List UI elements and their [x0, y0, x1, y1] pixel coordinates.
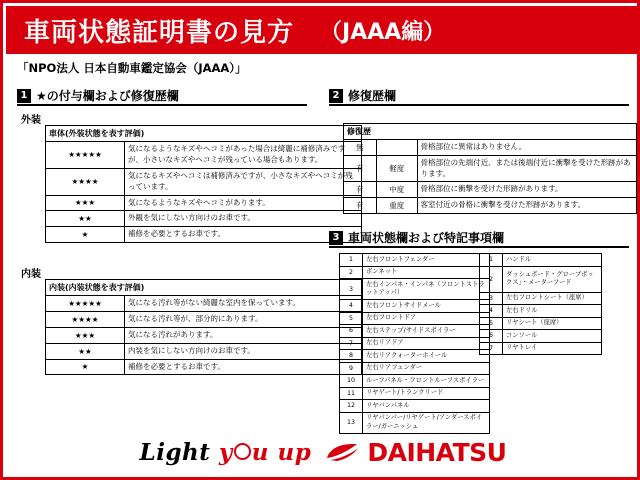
page-subtitle: （JAAA編） [320, 19, 446, 45]
part-number: 8 [340, 350, 363, 363]
table-row [344, 124, 637, 140]
part-number: 4 [340, 300, 363, 313]
list-item [340, 254, 490, 267]
tagline-light: Light [139, 438, 211, 466]
part-name: リヤトレイ [503, 342, 602, 355]
repair-desc: 骨格部位の先端付近、または後端付近に衝撃を受けた形跡があります。 [417, 156, 636, 182]
exterior-stars: ★★★★★ [46, 142, 125, 169]
interior-table [45, 279, 362, 375]
document-header [6, 6, 640, 54]
interior-stars: ★★★★★ [46, 296, 125, 312]
part-name: ボンネット [363, 266, 490, 279]
table-row [344, 156, 637, 182]
section-2-heading [329, 87, 629, 106]
table-row [46, 296, 362, 312]
document-note: 「NPO法人 日本自動車鑑定協会（JAAA）」 [17, 61, 247, 75]
list-item [480, 292, 602, 305]
list-item [480, 330, 602, 343]
repair-mark: 無 [344, 140, 377, 156]
section-3-number: 3 [329, 231, 343, 245]
repair-mark: 有 [344, 198, 377, 214]
part-number: 11 [340, 387, 363, 400]
exterior-desc: 気になるようなキズやヘコミがあった場合は綺麗に補修済みですが、小さいなキズやヘコミが残っている場合もあります。 [125, 142, 362, 169]
interior-stars: ★★★ [46, 327, 125, 343]
list-item [480, 342, 602, 355]
list-item [340, 325, 490, 338]
repair-grade: 重度 [376, 198, 417, 214]
part-name: 左右リアフェンダー [363, 362, 490, 375]
repair-desc: 客室付近の骨格に衝撃を受けた形跡があります。 [417, 198, 636, 214]
exterior-table-header: 車体(外装状態を表す評価) [46, 126, 362, 142]
page-title: 車両状態証明書の見方 [24, 17, 295, 48]
part-name: 左右フロントシート（座席） [503, 292, 602, 305]
table-row [46, 168, 362, 195]
list-item [480, 305, 602, 318]
repair-desc: 骨格部位に衝撃を受けた形跡があります。 [417, 182, 636, 198]
section-1-heading [17, 87, 307, 106]
repair-grade: 中度 [376, 182, 417, 198]
part-number: 2 [480, 266, 503, 292]
tagline-u: u [251, 438, 270, 466]
brand-name: DAIHATSU [367, 437, 507, 467]
exterior-desc: 気になるキズやヘコミは補修済みですが、小さなキズやヘコミが残っています。 [125, 168, 362, 195]
part-name: 左右ドリル [503, 305, 602, 318]
part-number: 1 [340, 254, 363, 267]
list-item [340, 337, 490, 350]
part-name: 左右リアクォーターホイール [363, 350, 490, 363]
part-number: 3 [480, 292, 503, 305]
repair-grade [376, 140, 417, 156]
part-number: 2 [340, 266, 363, 279]
part-name: コンソール [503, 330, 602, 343]
part-name: リヤシート（座席） [503, 317, 602, 330]
section-3-heading [329, 229, 629, 248]
brand-logo [325, 438, 506, 467]
interior-group-label: 内装 [21, 269, 41, 280]
table-row [46, 195, 362, 211]
section-2-title: 修復歴欄 [348, 89, 397, 103]
list-item [340, 266, 490, 279]
daihatsu-mark-icon [325, 441, 359, 463]
interior-desc: 気になる汚れ等が、部分的にあります。 [125, 311, 362, 327]
repair-table-header: 修復歴 [344, 124, 637, 140]
table-row [344, 140, 637, 156]
part-name: ルーフパネル・フロントルーフスポイラー [363, 375, 490, 388]
exterior-table [45, 125, 362, 243]
interior-stars: ★★ [46, 343, 125, 359]
footer [6, 430, 640, 474]
part-name: リヤゲート/トランクリード [363, 387, 490, 400]
table-row [46, 359, 362, 375]
list-item [480, 266, 602, 292]
list-item [340, 400, 490, 413]
section-1-number: 1 [17, 89, 31, 103]
part-number: 13 [340, 412, 363, 433]
part-name: 左右リアドア [363, 337, 490, 350]
table-row [46, 211, 362, 227]
exterior-desc: 補修を必要とするお車です。 [125, 227, 362, 243]
table-row [46, 227, 362, 243]
section-3-title: 車両状態欄および特記事項欄 [348, 231, 505, 245]
part-name: 左右フロントサイドメール [363, 300, 490, 313]
exterior-group-label: 外装 [21, 115, 41, 126]
repair-grade: 軽度 [376, 156, 417, 182]
list-item [340, 279, 490, 300]
part-number: 7 [340, 337, 363, 350]
part-number: 12 [340, 400, 363, 413]
part-name: 左右インパネ・インパネ（フロントストラットアッパ） [363, 279, 490, 300]
interior-desc: 気になる汚れがあります。 [125, 327, 362, 343]
part-number: 7 [480, 342, 503, 355]
part-number: 5 [480, 317, 503, 330]
repair-mark: 有 [344, 156, 377, 182]
repair-history-table [343, 123, 637, 214]
table-row [46, 126, 362, 142]
table-row [46, 280, 362, 296]
list-item [480, 317, 602, 330]
tagline-accent [219, 439, 311, 466]
list-item [340, 300, 490, 313]
part-number: 6 [480, 330, 503, 343]
exterior-desc: 外観を気にしない方向けのお車です。 [125, 211, 362, 227]
interior-desc: 気になる汚れ等がない綺麗な室内を保っています。 [125, 296, 362, 312]
parts-list-exterior [339, 253, 490, 434]
interior-stars: ★ [46, 359, 125, 375]
interior-desc: 補修を必要とするお車です。 [125, 359, 362, 375]
section-1-title: ★の付与欄および修復歴欄 [36, 89, 179, 103]
list-item [340, 375, 490, 388]
tagline [140, 439, 312, 466]
part-name: 左右ステップ/サイドスポイラー [363, 325, 490, 338]
part-name: リヤパンパー/リヤゲート/アンダースポイラー/ガーニッシュ [363, 412, 490, 433]
table-row [46, 142, 362, 169]
exterior-desc: 気になるようなキズやヘコミがあります。 [125, 195, 362, 211]
exterior-stars: ★ [46, 227, 125, 243]
part-number: 4 [480, 305, 503, 318]
part-name: ダッシュボード・グローブボックス」・メーターフード [503, 266, 602, 292]
repair-mark: 有 [344, 182, 377, 198]
list-item [340, 362, 490, 375]
tagline-up: up [277, 438, 312, 466]
part-number: 5 [340, 312, 363, 325]
part-number: 9 [340, 362, 363, 375]
exterior-stars: ★★★ [46, 195, 125, 211]
table-row [344, 198, 637, 214]
part-number: 1 [480, 254, 503, 267]
part-number: 6 [340, 325, 363, 338]
part-name: ハンドル [503, 254, 602, 267]
interior-table-header: 内装(内装状態を表す評価) [46, 280, 362, 296]
interior-desc: 内装を気にしない方向けのお車です。 [125, 343, 362, 359]
section-2-number: 2 [329, 89, 343, 103]
part-number: 3 [340, 279, 363, 300]
table-row [344, 182, 637, 198]
list-item [340, 350, 490, 363]
list-item [480, 254, 602, 267]
parts-list-interior [479, 253, 602, 355]
repair-desc: 骨格部位に異常はありません。 [417, 140, 636, 156]
table-row [46, 343, 362, 359]
exterior-stars: ★★ [46, 211, 125, 227]
exterior-stars: ★★★★ [46, 168, 125, 195]
part-name: 左右フロントフェンダー [363, 254, 490, 267]
table-row [46, 327, 362, 343]
part-name: リヤバンパネル [363, 400, 490, 413]
part-number: 10 [340, 375, 363, 388]
part-name: 左右フロントドア [363, 312, 490, 325]
tagline-y: y [218, 438, 233, 466]
interior-stars: ★★★★ [46, 311, 125, 327]
table-row [46, 311, 362, 327]
list-item [340, 387, 490, 400]
eye-icon [234, 443, 251, 460]
list-item [340, 312, 490, 325]
